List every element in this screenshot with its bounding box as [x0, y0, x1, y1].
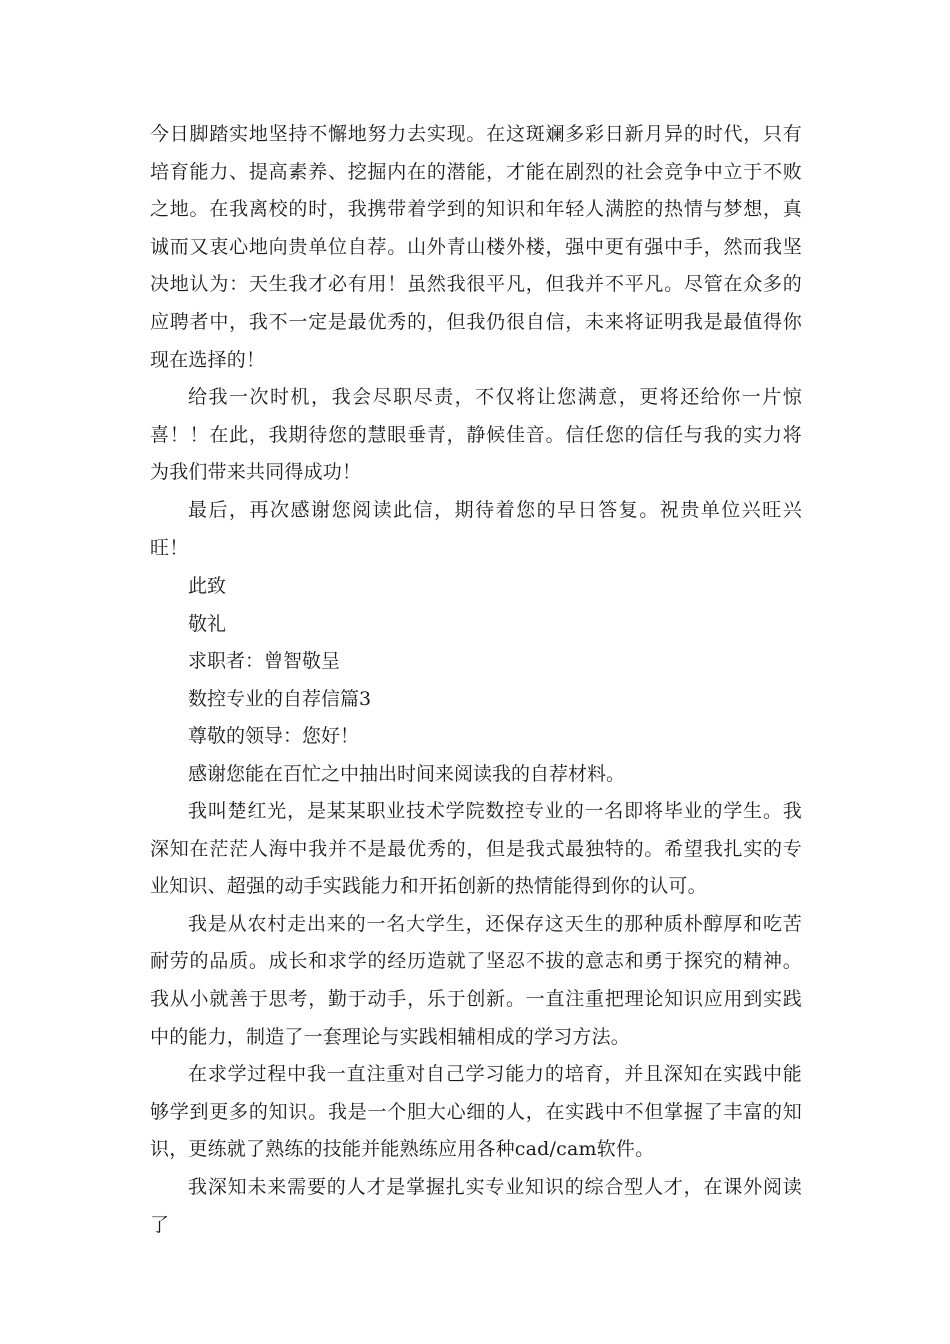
closing-paragraph: 最后，再次感谢您阅读此信，期待着您的早日答复。祝贵单位兴旺兴旺！	[150, 499, 802, 559]
signature-line: 求职者：曾智敬呈	[188, 650, 341, 673]
salutation-line-2: 敬礼	[188, 612, 227, 635]
thanks-line: 感谢您能在百忙之中抽出时间来阅读我的自荐材料。	[188, 762, 626, 785]
background-paragraph: 我是从农村走出来的一名大学生，还保存这天生的那种质朴醇厚和吃苦耐劳的品质。成长和求学的经历造就了坚忍不拔的意志和勇于探究的精神。我从小就善于思考，勤于动手，乐于创新。一直注重把理论知识应用到实践中的能力，制造了一套理论与实践相辅相成的学习方法。	[150, 912, 802, 1048]
intro-paragraph: 我叫楚红光，是某某职业技术学院数控专业的一名即将毕业的学生。我深知在茫茫人海中我并不是最优秀的，但是我式最独特的。希望我扎实的专业知识、超强的动手实践能力和开拓创新的热情能得到你的认可。	[150, 800, 802, 898]
study-paragraph: 在求学过程中我一直注重对自己学习能力的培育，并且深知在实践中能够学到更多的知识。我是一个胆大心细的人，在实践中不但掌握了丰富的知识，更练就了熟练的技能并能熟练应用各种cad/cam软件。	[150, 1063, 802, 1161]
section-title: 数控专业的自荐信篇3	[188, 687, 372, 710]
letter-body	[150, 793, 802, 1244]
continuation-paragraph: 今日脚踏实地坚持不懈地努力去实现。在这斑斓多彩日新月异的时代，只有培育能力、提高素养、挖掘内在的潜能，才能在剧烈的社会竞争中立于不败之地。在我离校的时，我携带着学到的知识和年轻人满腔的热情与梦想，真诚而又衷心地向贵单位自荐。山外青山楼外楼，强中更有强中手，然而我坚决地认为：天生我才必有用！虽然我很平凡，但我并不平凡。尽管在众多的应聘者中，我不一定是最优秀的，但我仍很自信，未来将证明我是最值得你现在选择的！	[150, 123, 802, 371]
future-paragraph: 我深知未来需要的人才是掌握扎实专业知识的综合型人才，在课外阅读了	[150, 1175, 802, 1236]
request-paragraph: 给我一次时机，我会尽职尽责，不仅将让您满意，更将还给你一片惊喜！！在此，我期待您的慧眼垂青，静候佳音。信任您的信任与我的实力将为我们带来共同得成功！	[150, 386, 802, 484]
salutation-line-1: 此致	[188, 575, 227, 597]
letter-signoff-block	[188, 568, 788, 794]
greeting-line: 尊敬的领导：您好！	[188, 725, 360, 748]
